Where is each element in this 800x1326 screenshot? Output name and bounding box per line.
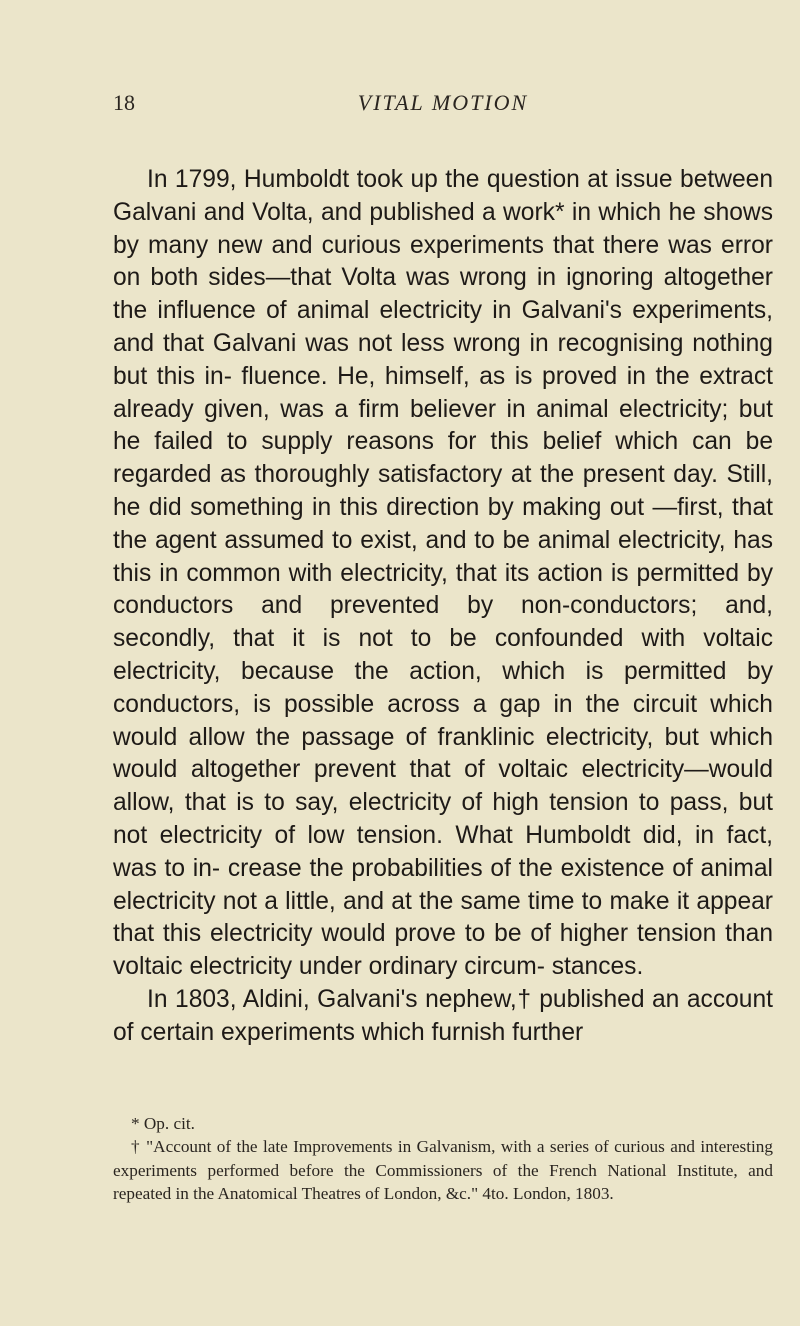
footnote-op-cit: * Op. cit. xyxy=(131,1114,195,1133)
footnotes xyxy=(113,1112,773,1206)
page-header xyxy=(113,90,773,120)
page-number: 18 xyxy=(113,90,135,115)
footnote-galvanism-account: † "Account of the late Improvements in Galvanism, with a series of curious and interesting experiments performed before the Commissioners of the French National Institute, and repeated in the Anatomical Theatres of London, &c." 4to. London, 1803. xyxy=(113,1137,773,1204)
body-text xyxy=(113,164,773,1050)
paragraph-humboldt: In 1799, Humboldt took up the question at issue between Galvani and Volta, and published a work* in which he shows by many new and curious experiments that there was error on both sides—that Volta was wrong in ignoring altogether the influence of animal electricity in Galvani's experiments, and that Galvani was not less wrong in recognising nothing but this in- fluence. He, himself, as is proved in the extract already given, was a firm believer in animal electricity; but he failed to supply reasons for this belief which can be regarded as thoroughly satisfactory at the present day. Still, he did something in this direction by making out —first, that the agent assumed to exist, and to be animal electricity, has this in common with electricity, that its action is permitted by conductors and prevented by non-conductors; and, secondly, that it is not to be confounded with voltaic electricity, because the action, which is permitted by conductors, is possible across a gap in the circuit which would allow the passage of franklinic electricity, but which would altogether prevent that of voltaic electricity—would allow, that is to say, electricity of high tension to pass, but not electricity of low tension. What Humboldt did, in fact, was to in- crease the probabilities of the existence of animal electricity not a little, and at the same time to make it appear that this electricity would prove to be of higher tension than voltaic electricity under ordinary circum- stances. xyxy=(113,166,773,981)
running-title: VITAL MOTION xyxy=(357,90,529,115)
paragraph-aldini: In 1803, Aldini, Galvani's nephew,† published an account of certain experiments which furnish further xyxy=(113,985,773,1046)
